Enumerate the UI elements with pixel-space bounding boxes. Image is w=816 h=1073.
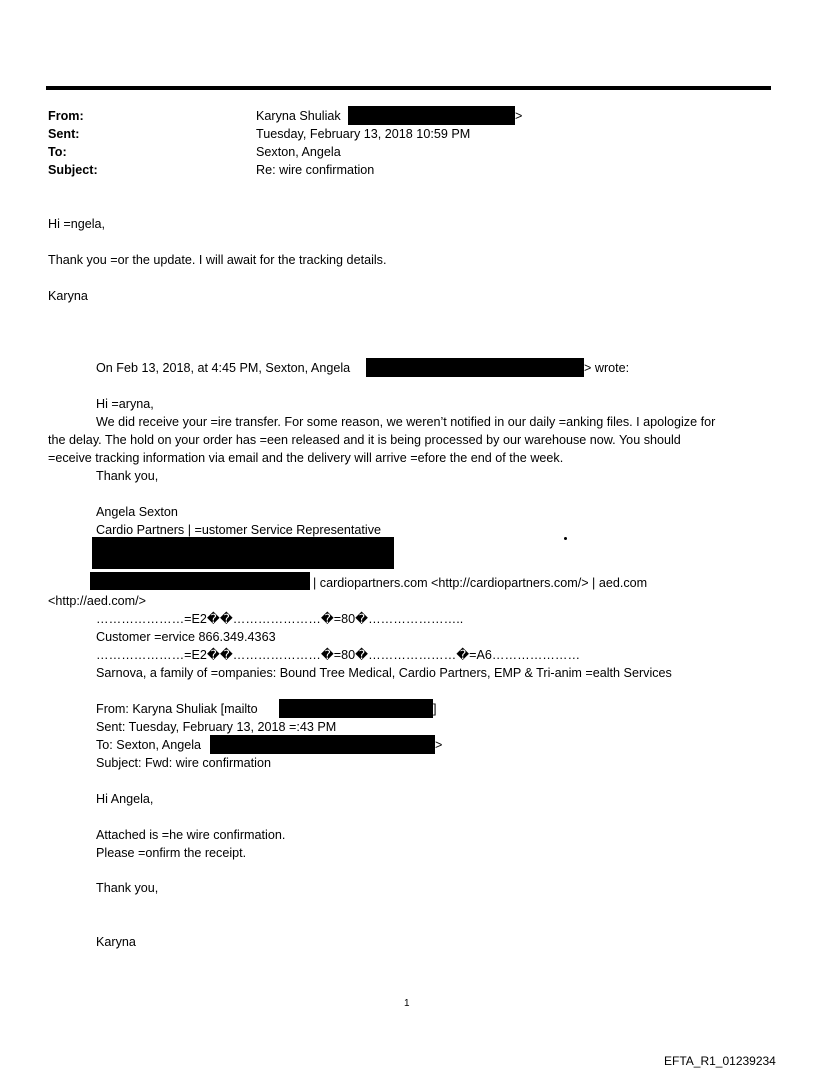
document-id: EFTA_R1_01239234 [664, 1054, 776, 1068]
signature-garble: …………………=E2��…………………�=80�………………….. [96, 612, 464, 626]
signature-name: Angela Sexton [96, 505, 178, 519]
sent-label: Sent: [48, 127, 80, 141]
forwarded-from-suffix: ] [433, 702, 437, 716]
forwarded-to: To: Sexton, Angela [96, 738, 202, 752]
to-label: To: [48, 145, 67, 159]
quoted-thanks: Thank you, [96, 469, 159, 483]
quoted-body-line: We did receive your =ire transfer. For some reason, we weren’t notified in our daily =anking files. I apologize for [96, 415, 716, 429]
from-suffix: > [515, 109, 523, 123]
reply-line: Thank you =or the update. I will await for the tracking details. [48, 253, 387, 267]
reply-greeting: Hi =ngela, [48, 217, 106, 231]
redaction-block [210, 735, 435, 754]
redaction-block [279, 699, 433, 718]
signature-links-cont: <http://aed.com/> [48, 594, 147, 608]
forwarded-line: Please =onfirm the receipt. [96, 846, 247, 860]
page-number: 1 [404, 998, 410, 1009]
forwarded-from: From: Karyna Shuliak [mailto [96, 702, 258, 716]
signature-garble: …………………=E2��…………………�=80�…………………�=A6………………… [96, 648, 581, 662]
quoted-intro: On Feb 13, 2018, at 4:45 PM, Sexton, Angela [96, 361, 351, 375]
from-value: Karyna Shuliak [256, 109, 341, 123]
redaction-block [366, 358, 584, 377]
forwarded-to-suffix: > [435, 738, 443, 752]
redaction-block [348, 106, 515, 125]
signature-service: Customer =ervice 866.349.4363 [96, 630, 276, 644]
sent-value: Tuesday, February 13, 2018 10:59 PM [256, 127, 471, 141]
forwarded-line: Attached is =he wire confirmation. [96, 828, 286, 842]
from-label: From: [48, 109, 84, 123]
forwarded-greeting: Hi Angela, [96, 792, 154, 806]
quoted-intro-suffix: > wrote: [584, 361, 630, 375]
redaction-block [92, 537, 394, 569]
reply-signature: Karyna [48, 289, 88, 303]
subject-label: Subject: [48, 163, 98, 177]
signature-title: Cardio Partners | =ustomer Service Representative [96, 523, 382, 537]
forwarded-signature: Karyna [96, 935, 136, 949]
signature-links: | cardiopartners.com <http://cardiopartners.com/> | aed.com [313, 576, 648, 590]
quoted-body-line: =eceive tracking information via email and the delivery will arrive =efore the end of the week. [48, 451, 564, 465]
quoted-body-line: the delay. The hold on your order has =een released and it is being processed by our warehouse now. You should [48, 433, 681, 447]
signature-family: Sarnova, a family of =ompanies: Bound Tree Medical, Cardio Partners, EMP & Tri-anim =ealth Services [96, 666, 672, 680]
subject-value: Re: wire confirmation [256, 163, 375, 177]
stray-dot [564, 537, 567, 540]
forwarded-sent: Sent: Tuesday, February 13, 2018 =:43 PM [96, 720, 337, 734]
redaction-block [90, 572, 310, 590]
quoted-greeting: Hi =aryna, [96, 397, 154, 411]
to-value: Sexton, Angela [256, 145, 341, 159]
forwarded-subject: Subject: Fwd: wire confirmation [96, 756, 271, 770]
header-rule [46, 86, 771, 90]
forwarded-thanks: Thank you, [96, 881, 159, 895]
